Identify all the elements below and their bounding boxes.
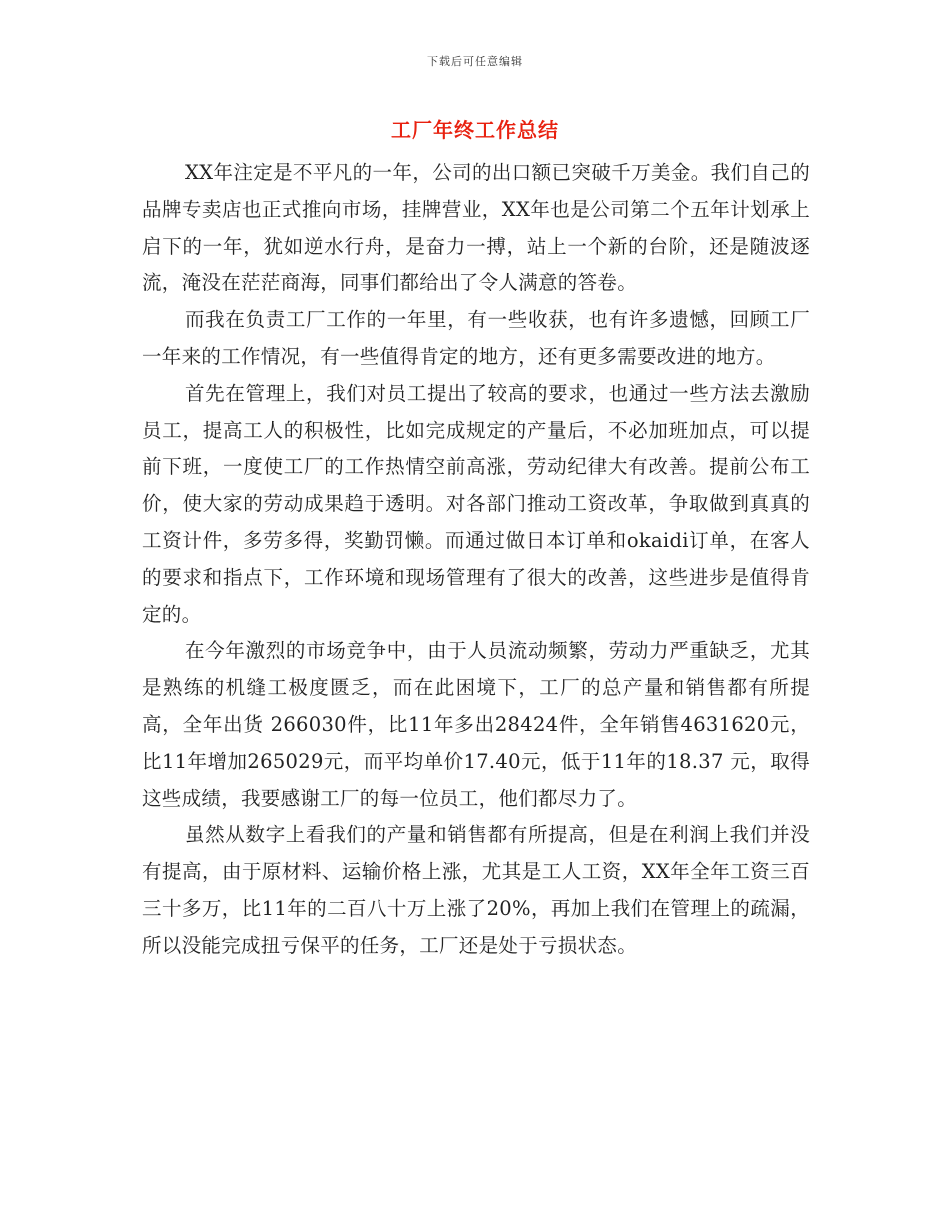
paragraph-1: XX年注定是不平凡的一年，公司的出口额已突破千万美金。我们自己的品牌专卖店也正式推向市场，挂牌营业，XX年也是公司第二个五年计划承上启下的一年，犹如逆水行舟，是奋力一搏，站上一个新的台阶，还是随波逐流，淹没在茫茫商海，同事们都给出了令人满意的答卷。	[142, 161, 810, 295]
header-note: 下载后可任意编辑	[427, 55, 523, 68]
paragraph-2: 而我在负责工厂工作的一年里，有一些收获，也有许多遗憾，回顾工厂一年来的工作情况，有一些值得肯定的地方，还有更多需要改进的地方。	[142, 308, 810, 368]
paragraph-3: 首先在管理上，我们对员工提出了较高的要求，也通过一些方法去激励员工，提高工人的积极性，比如完成规定的产量后，不必加班加点，可以提前下班，一度使工厂的工作热情空前高涨，劳动纪律大有改善。提前公布工价，使大家的劳动成果趋于透明。对各部门推动工资改革，争取做到真真的工资计件，多劳多得，奖勤罚懒。而通过做日本订单和okaidi订单，在客人的要求和指点下，工作环境和现场管理有了很大的改善，这些进步是值得肯定的。	[142, 381, 810, 626]
paragraph-4: 在今年激烈的市场竞争中，由于人员流动频繁，劳动力严重缺乏，尤其是熟练的机缝工极度匮乏，而在此困境下，工厂的总产量和销售都有所提高，全年出货 266030件，比11年多出28424件，全年销售4631620元，比11年增加265029元，而平均单价17.40元，低于11年的18.37 元，取得这些成绩，我要感谢工厂的每一位员工，他们都尽力了。	[142, 639, 810, 810]
document-body	[142, 155, 810, 965]
paragraph-5: 虽然从数字上看我们的产量和销售都有所提高，但是在利润上我们并没有提高，由于原材料、运输价格上涨，尤其是工人工资，XX年全年工资三百三十多万，比11年的二百八十万上涨了20%，再加上我们在管理上的疏漏，所以没能完成扭亏保平的任务，工厂还是处于亏损状态。	[142, 823, 810, 957]
document-title: 工厂年终工作总结	[391, 118, 559, 142]
